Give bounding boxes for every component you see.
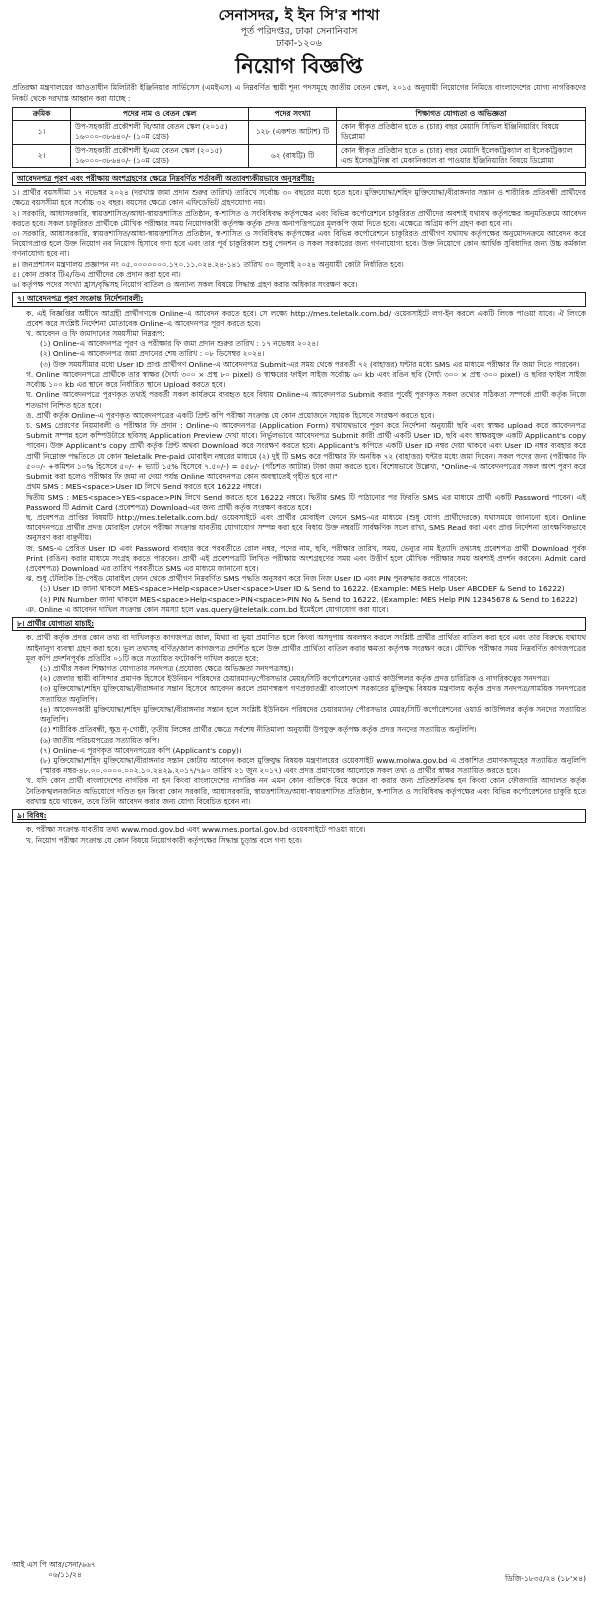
table-header: পদের সংখ্যা xyxy=(249,107,337,120)
table-header: পদের নাম ও বেতন স্কেল xyxy=(71,107,249,120)
document-item: (৭) Online-এ পূরণকৃত আবেদনপত্রের কপি (Applicant's copy)। xyxy=(40,745,242,755)
conditions-list xyxy=(12,188,586,290)
section8-ka: ক. প্রার্থী কর্তৃক প্রদত্ত কোন তথ্য বা দাখিলকৃত কাগজপত্র জাল, মিথ্যা বা ভুয়া প্রমাণিত হলে কিংবা অসদুপায় অবলম্বন করলে সংশ্লিষ্ট প্রার্থীর প্রার্থিতা বাতিল করা হবে এবং তার বিরুদ্ধে যথাযথ আইনানুগ ব্যবস্থা গ্রহণ করা হবে। ভুল তথ্যসহ বর্ণিত/জাল কাগজপত্র প্রদর্শিত হলে উক্ত প্রার্থীর প্রার্থিতা বাতিল করার ক্ষমতা কর্তৃপক্ষ সংরক্ষণ করে। মৌখিক পরীক্ষার সময় নিম্নবর্ণিত কাগজপত্রের মূল কপি প্রদর্শনপূর্বক প্রতিটির ০১টি করে সত্যায়িত ফটোকপি দাখিল করতে হবে: xyxy=(26,633,586,663)
misc-item: ক. পরীক্ষা সংক্রান্ত যাবতীয় তথ্য www.mod.gov.bd এবং www.mes.portal.gov.bd ওয়েবসাইটে পাওয়া যাবে। xyxy=(26,825,366,835)
notice-header xyxy=(12,6,586,80)
conditions-heading: আবেদনপত্র পূরণ এবং পরীক্ষায় অংশগ্রহণের ক্ষেত্রে নিম্নবর্ণিত শর্তাবলী অত্যাবশ্যকীয়ভাবে অনুসরণীয়: xyxy=(12,172,586,186)
reference-number: আই এস পি আর/সেনা/৬৬৭ xyxy=(12,1560,96,1569)
notice-title: নিয়োগ বিজ্ঞপ্তি xyxy=(235,54,363,79)
table-cell: ৬২ (বাষট্টি) টি xyxy=(249,144,337,167)
document-item: (৫) শারীরিক প্রতিবন্ধী, ক্ষুদ্র নৃ-গোষ্ঠী, তৃতীয় লিঙ্গের প্রার্থীর ক্ষেত্রে সর্বশেষ নীতিমালা অনুযায়ী উপযুক্ত কর্তৃপক্ষ কর্তৃক প্রদত্ত সনদের সত্যায়িত অনুলিপি। xyxy=(40,725,477,735)
org-name: সেনাসদর, ই ইন সি'র শাখা xyxy=(218,6,380,24)
document-item: (৩) মুক্তিযোদ্ধা/শহিদ মুক্তিযোদ্ধা/বীরাঙ্গনার সন্তান হিসেবে আবেদন করলে প্রমাণস্বরূপ গণপ্রজাতন্ত্রী বাংলাদেশ সরকারের মুক্তিযুদ্ধ বিষয়ক মন্ত্রণালয় কর্তৃক প্রদত্ত সনদপত্র/সাময়িক সনদপত্রের সত্যায়িত অনুলিপি। xyxy=(40,684,586,704)
section9-body xyxy=(12,825,586,845)
section7-ca: চ. SMS প্রেরণের নিয়মাবলী ও পরীক্ষার ফি প্রদান : Online-এ আবেদনপত্র (Application Form) যথাযথভাবে পূরণ করে নির্দেশনা অনুযায়ী ছবি এবং স্বাক্ষর upload করে আবেদনপত্র Submit সম্পন্ন হলে কম্পিউটারে ছবিসহ Application Preview দেখা যাবে। নির্ভুলভাবে আবেদনপত্র Submit কারী প্রার্থী একটি User ID, ছবি এবং স্বাক্ষরযুক্ত একটি Applicant's copy পাবেন। উক্ত Applicant's copy প্রার্থী কর্তৃক প্রিন্ট অথবা Download করে সংরক্ষণ করতে হবে। Applicant's কপিতে একটি User ID নম্বর দেয়া থাকবে এবং User ID নম্বর ব্যবহার করে প্রার্থী নিম্নোক্ত পদ্ধতিতে যে কোন Teletalk Pre-paid মোবাইল নম্বরের মাধ্যমে (২) দুই টি SMS করে পরীক্ষার ফি অনধিক ৭২ (বাহাত্তর) ঘন্টার মধ্যে জমা দিবেন। সকল পদের জন্য (পরীক্ষার ফি ৫০০/- +কমিশন ১০% হিসেবে ৫০/- + ভ্যাট ১৫% হিসেবে ৭.৫০/-) = ৫৫৮/- (পাঁচশত আটান্ন) টাকা জমা করতে হবে। বিশেষভাবে উল্লেখ্য, "Online-এ আবেদনপত্রের সকল অংশ পূরণ করে Submit করা হলেও পরীক্ষার ফি জমা না দেয়া পর্যন্ত Online আবেদনপত্র কোন অবস্থাতেই গৃহীত হবে না।" xyxy=(26,420,586,482)
intro-text: প্রতিরক্ষা মন্ত্রণালয়ের আওতাধীন মিলিটারী ইঞ্জিনিয়ার সার্ভিসেস (এমইএস) এ নিম্নবর্ণিত স্থায়ী শূন্য পদসমূহে জাতীয় বেতন স্কেল, ২০১৫ অনুযায়ী নিয়োগের নিমিত্তে বাংলাদেশের যোগ্য নাগরিকদের নিকট থেকে দরখাস্ত আহ্বান করা যাচ্ছে : xyxy=(12,83,586,103)
table-header: শিক্ষাগত যোগ্যতা ও অভিজ্ঞতা xyxy=(337,107,586,120)
department-name: পূর্ত পরিদপ্তর, ঢাকা সেনানিবাস xyxy=(240,25,358,37)
condition-item: ৩। সরকারি, আধাসরকারি, স্বায়ত্তশাসিত/আধা-স্বায়ত্তশাসিত প্রতিষ্ঠান, স্ব-শাসিত ও সংবিধিবদ্ধ কর্তৃপক্ষের এবং বিভিন্ন কর্পোরেশনে চাকুরিরত প্রার্থীগণ যথাযথ কর্তৃপক্ষের অনুমোদনক্রমে আবেদন করে নিয়োগপ্রাপ্ত হলে উক্ত নিয়োগ নব নিয়োগ হিসাবে গণ্য হবে এবং তার পূর্ব চাকুরিকাল শুধু পেনশন ও সকল সরকারের জন্য গণনাযোগ্য হবে। উক্ত নিয়োগে কোন আর্থিক সুবিধাদির জন্য উচ্চ কর্মকাল গণনাযোগ্য হবে না। xyxy=(12,229,586,259)
section7-body xyxy=(12,309,586,616)
document-item: (৮) মুক্তিযোদ্ধা/শহিদ মুক্তিযোদ্ধা/বীরাঙ্গনার সন্তান কোটায় আবেদন করলে মুক্তিযুদ্ধ বিষয়ক মন্ত্রণালয়ের ওয়েবসাইট www.molwa.gov.bd এ প্রকাশিত প্রমাণকসমূহের সত্যায়িত অনুলিপি (স্মারক নম্বর-৪৮.০০.০০০০.০০২.১০.২৪২৯.২০১৭/৭৯০ তারিখ ২১ জুন ২০১৭) এবং প্রদত্ত প্রমাণকের আলোকে সকল তথ্য ও প্রার্থীর স্বাক্ষর সত্যায়িত করতে হবে। xyxy=(40,755,586,776)
table-header: ক্রমিক xyxy=(13,107,71,120)
misc-item: খ. নিয়োগ পরীক্ষা সংক্রান্ত যে কোন বিষয়ে নিয়োগকারী কর্তৃপক্ষের সিদ্ধান্ত চূড়ান্ত বলে গণ্য হবে। xyxy=(26,835,302,845)
table-cell: উপ-সহকারী প্রকৌশলী ই/এম বেতন স্কেল (২০১৫) ১৬০০০-৩৮৬৪০/- (১০ম গ্রেড) xyxy=(71,144,249,167)
deadline-item: (২) Online-এ আবেদনপত্র জমা প্রদানের শেষ তারিখ : ০৮ ডিসেম্বর ২০২৪। xyxy=(40,349,265,359)
section7-ka: ক. এই বিজ্ঞপ্তির অধীনে আগ্রহী প্রার্থীগণকে Online-এ আবেদন করতে হবে। সে লক্ষ্যে http://mes.teletalk.com.bd/ ওয়েবসাইটে লগ-ইন করলে একটি লিংক পাওয়া যাবে। ঐ লিংকে প্রবেশ করে সংশ্লিষ্ট নির্দেশনা মোতাবেক Online-এ আবেদনপত্র পূরণ করতে হবে। xyxy=(26,308,586,328)
section7-jha: ঝ. শুধু টেলিটক প্রি-পেইড মোবাইল ফোন থেকে প্রার্থীগণ নিম্নবর্ণিত SMS পদ্ধতি অনুসরণ করে নিজ নিজ User ID এবং PIN পুনরুদ্ধার করতে পারবেন: xyxy=(26,574,468,584)
section8-heading: ৮। প্রার্থীর যোগ্যতা যাচাই: xyxy=(12,617,586,631)
table-cell: কোন স্বীকৃত প্রতিষ্ঠান হতে ৪ (চার) বছর মেয়াদি ইলেকট্রিক্যাল বা ইলেকট্রিক্যাল এন্ড ইলেকট্রনিক্স বা মেকানিক্যাল বা পাওয়ার ইঞ্জিনিয়ারিং বিষয়ে ডিপ্লোমা xyxy=(337,144,586,167)
condition-item: ১। প্রার্থীর বয়সসীমা ১৭ নভেম্বর ২০২৪ (দরখাস্ত জমা প্রদান শুরুর তারিখ) তারিখে সর্বোচ্চ ৩০ বছরের মধ্যে হতে হবে। মুক্তিযোদ্ধা/শহিদ মুক্তিযোদ্ধা/বীরাঙ্গনার সন্তান ও শারীরিক প্রতিবন্ধী প্রার্থীদের ক্ষেত্রে বয়সসীমা হবে সর্বোচ্চ ৩২ বছর। বয়সের ক্ষেত্রে কোন এফিডেভিট গ্রহণযোগ্য নয়। xyxy=(12,188,586,208)
section7-ja: জ. SMS-এ প্রেরিত User ID এবং Password ব্যবহার করে পরবর্তীতে রোল নম্বর, পদের নাম, ছবি, পরীক্ষার তারিখ, সময়, ভেন্যুর নাম ইত্যাদি তথ্যসহ প্রবেশপত্র প্রার্থী Download পূর্বক Print (রঙিন) করার মাধ্যমে সংগ্রহ করতে পারবেন। প্রার্থী এই প্রবেশপত্রটি লিখিত পরীক্ষায় অংশগ্রহণের সময় এবং উত্তীর্ণ হলে মৌখিক পরীক্ষার সময় অবশ্যই প্রদর্শন করবেন। Admit card (প্রবেশপত্র) Download এর তারিখ পরবর্তীতে SMS এর মাধ্যমে জানানো হবে। xyxy=(26,543,586,574)
table-cell: ১। xyxy=(13,121,71,144)
table-cell: কোন স্বীকৃত প্রতিষ্ঠান হতে ৪ (চার) বছর মেয়াদি সিভিল ইঞ্জিনিয়ারিং বিষয়ে ডিপ্লোমা xyxy=(337,121,586,144)
reference-block xyxy=(12,1560,96,1580)
section7-uma: ঙ. প্রার্থী কর্তৃক Online-এ পূরণকৃত আবেদনপত্রের একটি প্রিন্ট কপি পরীক্ষা সংক্রান্ত যে কোন প্রয়োজনে সহায়ক হিসেবে সংরক্ষণ করতে হবে। xyxy=(26,410,435,420)
notice-footer xyxy=(12,1560,586,1584)
condition-item: ২। সরকারি, আধাসরকারি, স্বায়ত্তশাসিত/আধা-স্বায়ত্তশাসিত প্রতিষ্ঠান, স্ব-শাসিত ও সংবিধিবদ্ধ কর্তৃপক্ষের এবং বিভিন্ন কর্পোরেশনে চাকুরিরত প্রার্থীদের অবশ্যই যথাযথ কর্তৃপক্ষের অনুমতিক্রমে আবেদন করতে হবে। সকল চাকুরিরত প্রার্থীকে মৌখিক পরীক্ষার সময় নিয়োগকারী কর্তৃপক্ষ কর্তৃক প্রদত্ত অনাপত্তিপত্রের মূলকপি জমা দিতে হবে। এক্ষেত্রে অগ্রিম কপি গ্রহণ করা হবে না। xyxy=(12,208,586,228)
table-row xyxy=(13,121,586,144)
recovery-item: (১) User ID জানা থাকলে MES<space>Help<space>User<space>User ID & Send to 16222. (Example: MES Help User ABCDEF & Send to 16222) xyxy=(40,584,565,594)
section7-ga: গ. Online আবেদনপত্রে প্রার্থীকে তার স্বাক্ষর (দৈর্ঘ্য ৩০০ × প্রস্থ ৮০ pixel) ও স্বাক্ষরের ফাইল সাইজ সর্বোচ্চ ৬০ kb এবং রঙিন ছবি (দৈর্ঘ্য ৩০০ × প্রস্থ ৩০০ pixel) ও ছবির ফাইল সাইজ সর্বোচ্চ ১০০ kb এর স্থানে করে নির্ধারিত স্থানে Upload করতে হবে। xyxy=(26,369,586,390)
condition-item: ৬। কর্তৃপক্ষ পদের সংখ্যা হ্রাস/বৃদ্ধিসহ নিয়োগ বাতিল ও অন্যান্য সকল বিষয়ে সিদ্ধান্ত গ্রহণ করার অধিকার সংরক্ষণ করে। xyxy=(12,280,358,290)
deadline-item: (৩) উক্ত সময়সীমার মধ্যে User ID প্রাপ্ত প্রার্থীগণ Online-এ আবেদনপত্র Submit-এর সময় থেকে পরবর্তী ৭২ (বাহাত্তর) ঘন্টার মধ্যে SMS এর মাধ্যমে পরীক্ষার ফি জমা দিতে পারবেন। xyxy=(40,359,580,369)
table-row xyxy=(13,144,586,167)
reference-date: ০৬/১১/২৪ xyxy=(48,1570,82,1580)
section8-body xyxy=(12,633,586,807)
document-item: (৬) জাতীয় পরিচয়পত্রের সত্যায়িত কপি। xyxy=(40,735,160,745)
section8-kha: খ. যদি কোন প্রার্থী বাংলাদেশের নাগরিক না হন কিংবা বাংলাদেশের নাগরিক নন এমন কোন ব্যক্তিকে বিয়ে করেন বা করার জন্য প্রতিশ্রুতিবদ্ধ হন কিংবা কোন ফৌজদারি আদালত কর্তৃক নৈতিকস্খলনজনিত অভিযোগে দণ্ডিত হন কিংবা কোন সরকারি, আধাসরকারি, স্বায়ত্তশাসিত/আধা-স্বায়ত্তশাসিত প্রতিষ্ঠান, স্ব-শাসিত ও সংবিধিবদ্ধ কর্তৃপক্ষের এবং বিভিন্ন কর্পোরেশনের চাকুরি হতে বরখাস্ত হয়ে থাকেন, তবে তিনি আবেদন করার জন্য যোগ্য বিবেচিত হবেন না। xyxy=(26,776,586,806)
table-cell: ২। xyxy=(13,144,71,167)
section7-kha: খ. আবেদন ও ফি জমাদানের সময়সীমা নিম্নরূপ: xyxy=(26,329,165,339)
posts-table xyxy=(12,107,586,168)
section9-heading: ৯। বিবিধ: xyxy=(12,809,586,823)
section7-nya: ঞ. Online এ আবেদন দাখিল সংক্রান্ত কোন সমস্যা হলে vas.query@teletalk.com.bd ইমেইলে যোগাযোগ করা যাবে। xyxy=(26,604,389,614)
recovery-item: (২) PIN Number জানা থাকলে MES<space>Help<space>PIN<space>PIN No & Send to 16222. (Example: MES Help PIN 12345678 & Send to 16222) xyxy=(40,594,578,604)
table-header-row xyxy=(13,107,586,120)
section7-cha: ছ. প্রবেশপত্র প্রাপ্তির বিষয়টি http://mes.teletalk.com.bd/ ওয়েবসাইটে এবং প্রার্থীর মোবাইল ফোনে SMS-এর মাধ্যমে (শুধু যোগ্য প্রার্থীদেরকে) যথাসময়ে জানানো হবে। Online আবেদনপত্রে প্রার্থীর প্রদত্ত মোবাইল ফোনে পরীক্ষা সংক্রান্ত যাবতীয় যোগাযোগ সম্পন্ন করা হবে বিধায় উক্ত নম্বরটি সার্বক্ষণিক সচল রাখা, SMS Read করা এবং প্রাপ্ত নির্দেশনা তাৎক্ষণিকভাবে অনুসরণ করা বাঞ্ছনীয়। xyxy=(26,512,586,543)
print-code: ডিজি-১৮৩৫/২৪ (১৮'×৪) xyxy=(505,1574,586,1583)
document-item: (৪) আবেদনকারী মুক্তিযোদ্ধা/শহিদ মুক্তিযোদ্ধা/বীরাঙ্গনার সন্তান হলে সংশ্লিষ্ট ইউনিয়ন পরিষদের চেয়ারম্যান/ পৌরসভার মেয়র/সিটি কর্পোরেশনের ওয়ার্ড কাউন্সিলর কর্তৃক সনদের সত্যায়িত অনুলিপি। xyxy=(40,704,586,725)
table-cell: ১২৮ (একশত আটাশ) টি xyxy=(249,121,337,144)
deadline-item: (১) Online-এ আবেদনপত্র পূরণ ও পরীক্ষার ফি জমা প্রদান শুরুর তারিখ : ১৭ নভেম্বর ২০২৪। xyxy=(40,339,319,349)
table-cell: উপ-সহকারী প্রকৌশলী বি/আর বেতন স্কেল (২০১৫) ১৬০০০-৩৮৬৪০/- (১০ম গ্রেড) xyxy=(71,121,249,144)
document-item: (১) প্রার্থীর সকল শিক্ষাগত যোগ্যতার সনদপত্র (প্রযোজ্য ক্ষেত্রে অভিজ্ঞতা সনদপত্রসহ)। xyxy=(40,664,294,674)
sms-first: প্রথম SMS : MES<space>User ID লিখে Send করতে হবে 16222 নম্বরে। xyxy=(26,482,262,492)
section7-gha: ঘ. Online আবেদনপত্রে পূরণকৃত তথ্যই পরবর্তী সকল কার্যক্রমে ব্যবহৃত হবে বিধায় Online-এ আবেদনপত্র Submit করার পূর্বেই পূরণকৃত সকল তথ্যের সঠিকতা সম্পর্কে প্রার্থী কর্তৃক নিজে শতভাগ নিশ্চিত হতে হবে। xyxy=(26,390,586,410)
document-item: (২) জেলার স্থায়ী বাসিন্দার প্রমাণক হিসেবে ইউনিয়ন পরিষদের চেয়ারম্যান/পৌরসভার মেয়র/সিটি কর্পোরেশনের ওয়ার্ড কাউন্সিলর কর্তৃক প্রদত্ত চারিত্রিক ও নাগরিকত্বের সনদপত্র। xyxy=(40,674,550,684)
city-name: ঢাকা-১২০৬ xyxy=(276,38,322,50)
sms-second: দ্বিতীয় SMS : MES<space>YES<space>PIN লিখে Send করতে হবে 16222 নম্বরে। দ্বিতীয় SMS টি পাঠানোর পর ফিরতি SMS এর মাধ্যমে প্রার্থী একটি Password পাবেন। এই Password টি Admit Card (প্রবেশপত্র) Download-এর জন্য প্রার্থী কর্তৃক সংরক্ষণ করতে হবে। xyxy=(26,492,586,512)
section7-heading: ৭। আবেদনপত্র পূরণ সংক্রান্ত নির্দেশনাবলী: xyxy=(12,292,586,306)
condition-item: ৪। জনপ্রশাসন মন্ত্রণালয় প্রজ্ঞাপন নং ০৫.০০০০০০০.১৭০.১১.০২৪.২৪-১৪১ তারিখ ৩০ জুলাই ২০২৪ অনুযায়ী কোটা নির্ধারিত হবে। xyxy=(12,259,404,269)
condition-item: ৫। কোন প্রকার টিএ/ডিএ প্রার্থীদের কে প্রদান করা হবে না। xyxy=(12,269,181,279)
